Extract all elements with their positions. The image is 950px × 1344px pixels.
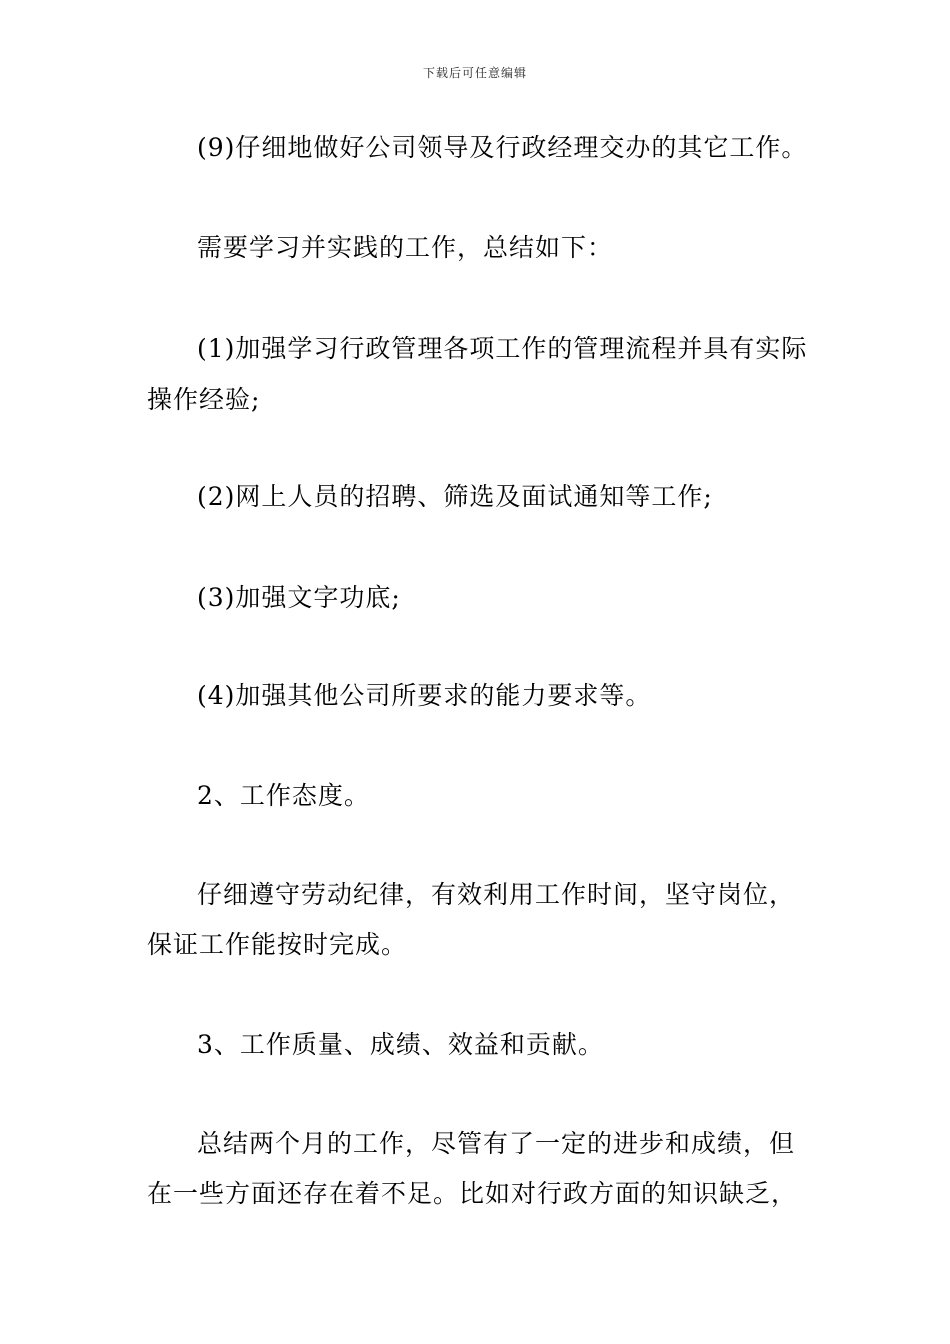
paragraph-summary-intro: 需要学习并实践的工作，总结如下：	[197, 233, 614, 262]
header-note: 下载后可任意编辑	[422, 66, 527, 80]
section-heading-work-quality: 3、工作质量、成绩、效益和贡献。	[197, 1030, 604, 1059]
paragraph-attitude-line2: 保证工作能按时完成。	[147, 930, 408, 959]
paragraph-item-1-line1: (1)加强学习行政管理各项工作的管理流程并具有实际	[197, 334, 808, 363]
paragraph-item-9: (9)仔细地做好公司领导及行政经理交办的其它工作。	[197, 133, 808, 162]
paragraph-item-2: (2)网上人员的招聘、筛选及面试通知等工作;	[197, 482, 713, 511]
paragraph-summary-line1: 总结两个月的工作，尽管有了一定的进步和成绩，但	[197, 1129, 796, 1158]
paragraph-item-1-line2: 操作经验;	[147, 385, 261, 414]
paragraph-item-4: (4)加强其他公司所要求的能力要求等。	[197, 681, 652, 710]
paragraph-summary-line2: 在一些方面还存在着不足。比如对行政方面的知识缺乏，	[147, 1179, 798, 1208]
paragraph-item-3: (3)加强文字功底;	[197, 583, 401, 612]
paragraph-attitude-line1: 仔细遵守劳动纪律，有效利用工作时间，坚守岗位，	[197, 880, 796, 909]
section-heading-work-attitude: 2、工作态度。	[197, 781, 370, 810]
